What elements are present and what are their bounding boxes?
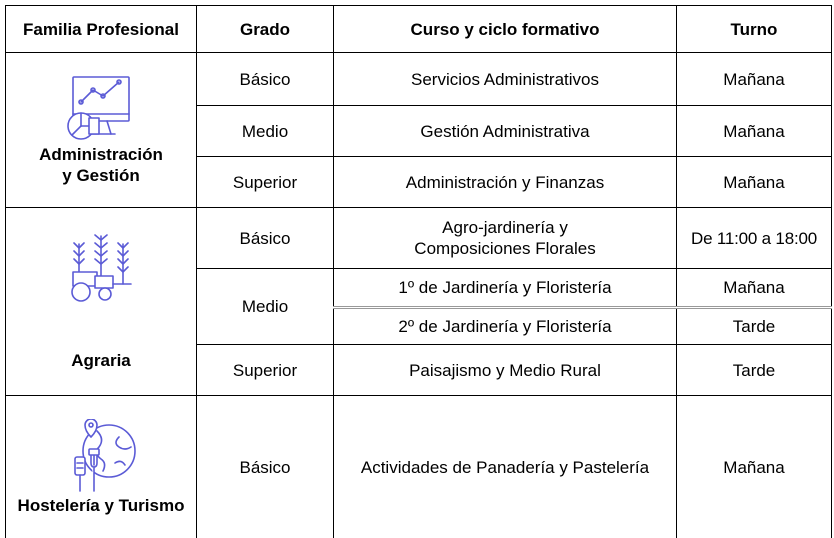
cell-turno: Mañana — [677, 269, 832, 308]
cell-turno: Mañana — [677, 106, 832, 157]
cell-grado: Superior — [197, 157, 334, 208]
curso-line1: Agro-jardinería y — [442, 218, 568, 237]
cell-curso: Gestión Administrativa — [334, 106, 677, 157]
cell-grado: Básico — [197, 53, 334, 106]
family-cell-administracion — [6, 53, 197, 208]
cell-turno: Tarde — [677, 345, 832, 396]
family-name-line1: Administración — [39, 145, 163, 164]
table-row — [6, 208, 832, 269]
curso-line2: Composiciones Florales — [414, 239, 596, 258]
cell-curso: Paisajismo y Medio Rural — [334, 345, 677, 396]
family-cell-hosteleria — [6, 396, 197, 538]
cell-curso: Administración y Finanzas — [334, 157, 677, 208]
cell-turno: De 11:00 a 18:00 — [677, 208, 832, 269]
family-cell-agraria — [6, 208, 197, 396]
cell-grado: Medio — [197, 106, 334, 157]
cell-turno: Mañana — [677, 157, 832, 208]
family-name-line1: Hostelería y Turismo — [17, 495, 185, 515]
courses-table — [5, 5, 832, 538]
cell-curso: Servicios Administrativos — [334, 53, 677, 106]
cell-curso: Actividades de Panadería y Pastelería — [334, 396, 677, 538]
table-row — [6, 396, 832, 538]
cell-grado: Medio — [197, 269, 334, 345]
cell-grado: Superior — [197, 345, 334, 396]
chart-presentation-icon — [65, 74, 137, 144]
table-row — [6, 53, 832, 106]
header-curso: Curso y ciclo formativo — [334, 6, 677, 53]
family-name-line2: y Gestión — [62, 166, 140, 185]
wheat-tractor-icon — [65, 232, 137, 304]
globe-travel-icon — [63, 419, 139, 495]
cell-curso: 1º de Jardinería y Floristería — [334, 269, 677, 308]
header-row — [6, 6, 832, 53]
cell-grado: Básico — [197, 208, 334, 269]
cell-grado: Básico — [197, 396, 334, 538]
cell-turno: Mañana — [677, 53, 832, 106]
cell-turno: Tarde — [677, 308, 832, 345]
header-familia: Familia Profesional — [6, 6, 197, 53]
family-name-line1: Agraria — [71, 351, 131, 370]
cell-curso — [334, 208, 677, 269]
cell-turno: Mañana — [677, 396, 832, 538]
cell-curso: 2º de Jardinería y Floristería — [334, 308, 677, 345]
header-turno: Turno — [677, 6, 832, 53]
header-grado: Grado — [197, 6, 334, 53]
